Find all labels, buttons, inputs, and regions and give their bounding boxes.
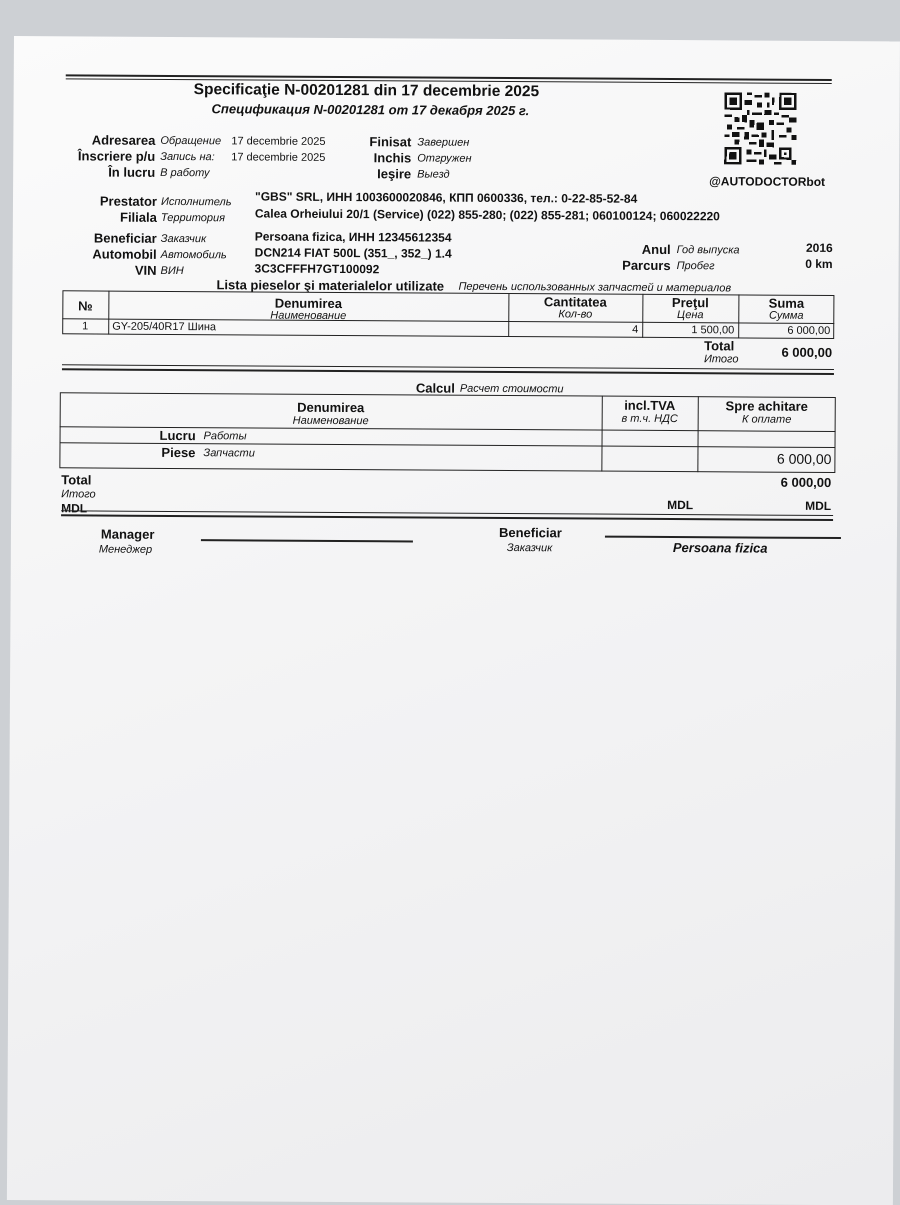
calc-total-sub: Итого: [61, 488, 96, 501]
manager-label: Manager: [100, 526, 155, 542]
anul-value: 2016: [805, 240, 833, 256]
calc-total-currency: MDL: [61, 501, 88, 516]
parts-col-qty: Cantitatea: [543, 294, 607, 310]
automobil-sub: Автомобиль: [160, 248, 227, 262]
adresarea-value: 17 decembrie 2025: [231, 135, 326, 148]
beneficiar-sub: Заказчик: [160, 232, 207, 246]
qr-code-icon: [719, 92, 801, 164]
calc-col-tva: incl.TVA: [624, 397, 676, 414]
filiala-label: Filiala: [119, 209, 157, 225]
parts-row-qty: 4: [632, 323, 639, 336]
parcurs-value: 0 km: [805, 256, 833, 272]
calc-col-name-ru: Наименование: [292, 414, 369, 428]
qr-caption: @AUTODOCTORbot: [709, 174, 826, 189]
calc-col-pay: Spre achitare: [725, 398, 808, 414]
client-name: Persoana fizica: [672, 540, 768, 556]
calc-total-value: 6 000,00: [780, 474, 832, 491]
inscriere-value: 17 decembrie 2025: [231, 151, 326, 164]
calc-row-lucru-sub: Работы: [203, 430, 247, 443]
vin-sub: ВИН: [160, 264, 184, 278]
in-lucru-label: În lucru: [108, 164, 156, 180]
calc-tva-currency: MDL: [667, 497, 694, 513]
filiala-sub: Территория: [160, 211, 226, 225]
calc-pay-currency: MDL: [805, 498, 832, 514]
parts-col-name: Denumirea: [274, 295, 343, 312]
vin-value: 3C3CFFFH7GT100092: [254, 261, 380, 277]
adresarea-sub: Обращение: [160, 134, 222, 148]
manager-sub: Менеджер: [98, 543, 153, 556]
parts-total-label: Total: [704, 338, 735, 354]
calc-title: Calcul: [415, 380, 455, 396]
inchis-label: Inchis: [373, 150, 412, 166]
anul-label: Anul: [641, 241, 671, 258]
filiala-value: Calea Orheiului 20/1 (Service) (022) 855-280; (022) 855-281; 060100124; 060022220: [254, 206, 720, 224]
beneficiar-label: Beneficiar: [93, 230, 157, 246]
calc-row-lucru-label: Lucru: [159, 427, 196, 444]
automobil-value: DCN214 FIAT 500L (351_, 352_) 1.4: [254, 245, 452, 261]
beneficiar-value: Persoana fizica, ИНН 12345612354: [254, 229, 452, 245]
calc-total-label: Total: [61, 472, 92, 488]
inscriere-label: Înscriere p/u: [77, 148, 156, 164]
inscriere-sub: Запись на:: [160, 150, 215, 164]
client-signature-line: [605, 536, 841, 539]
client-sub: Заказчик: [506, 542, 553, 555]
iesire-sub: Выезд: [417, 168, 450, 181]
calc-row-piese-pay: 6 000,00: [776, 450, 832, 468]
prestator-sub: Исполнитель: [160, 195, 232, 209]
parts-row-sum: 6 000,00: [787, 324, 831, 337]
parts-total-value: 6 000,00: [781, 344, 833, 361]
parcurs-sub: Пробег: [676, 260, 715, 273]
parts-col-price-ru: Цена: [677, 309, 704, 322]
inchis-sub: Отгружен: [417, 152, 472, 165]
calc-col-tva-ru: в т.ч. НДС: [621, 412, 678, 426]
anul-sub: Год выпуска: [676, 244, 740, 257]
calc-row-piese-sub: Запчасти: [203, 447, 255, 460]
parts-col-price: Preţul: [671, 295, 709, 311]
calc-title-ru: Расчет стоимости: [459, 382, 564, 396]
prestator-value: "GBS" SRL, ИНН 1003600020846, КПП 0600336, тел.: 0-22-85-52-84: [254, 189, 638, 206]
calc-col-name: Denumirea: [297, 399, 365, 416]
iesire-label: Ieşire: [377, 166, 412, 182]
parts-row-name: GY-205/40R17 Шина: [112, 320, 217, 334]
calc-row-piese-label: Piese: [161, 444, 196, 461]
parts-title-ru: Перечень использованных запчастей и материалов: [458, 280, 732, 295]
finisat-label: Finisat: [369, 134, 412, 150]
document-page: [7, 36, 900, 1205]
in-lucru-sub: В работу: [160, 166, 210, 180]
parts-title: Lista pieselor şi materialelor utilizate: [216, 277, 445, 294]
parts-col-sum: Suma: [768, 295, 805, 311]
manager-signature-line: [201, 539, 413, 542]
calc-col-pay-ru: К оплате: [741, 413, 792, 426]
finisat-sub: Завершен: [417, 136, 470, 149]
parts-row-price: 1 500,00: [691, 324, 735, 337]
client-label: Beneficiar: [498, 524, 562, 541]
parts-col-qty-ru: Кол-во: [558, 308, 593, 321]
parcurs-label: Parcurs: [622, 257, 671, 274]
prestator-label: Prestator: [99, 193, 158, 209]
vin-label: VIN: [134, 262, 157, 278]
adresarea-label: Adresarea: [91, 132, 156, 148]
parts-col-name-ru: Наименование: [270, 309, 347, 323]
parts-row-num: 1: [82, 320, 89, 333]
title-ro: Specificaţie N-00201281 din 17 decembrie 2025: [193, 81, 540, 101]
parts-col-num: №: [78, 298, 93, 314]
automobil-label: Automobil: [92, 246, 157, 262]
parts-total-sub: Итого: [704, 353, 739, 366]
parts-col-sum-ru: Сумма: [769, 309, 804, 322]
title-ru: Спецификация N-00201281 от 17 декабря 2025 г.: [211, 101, 530, 119]
